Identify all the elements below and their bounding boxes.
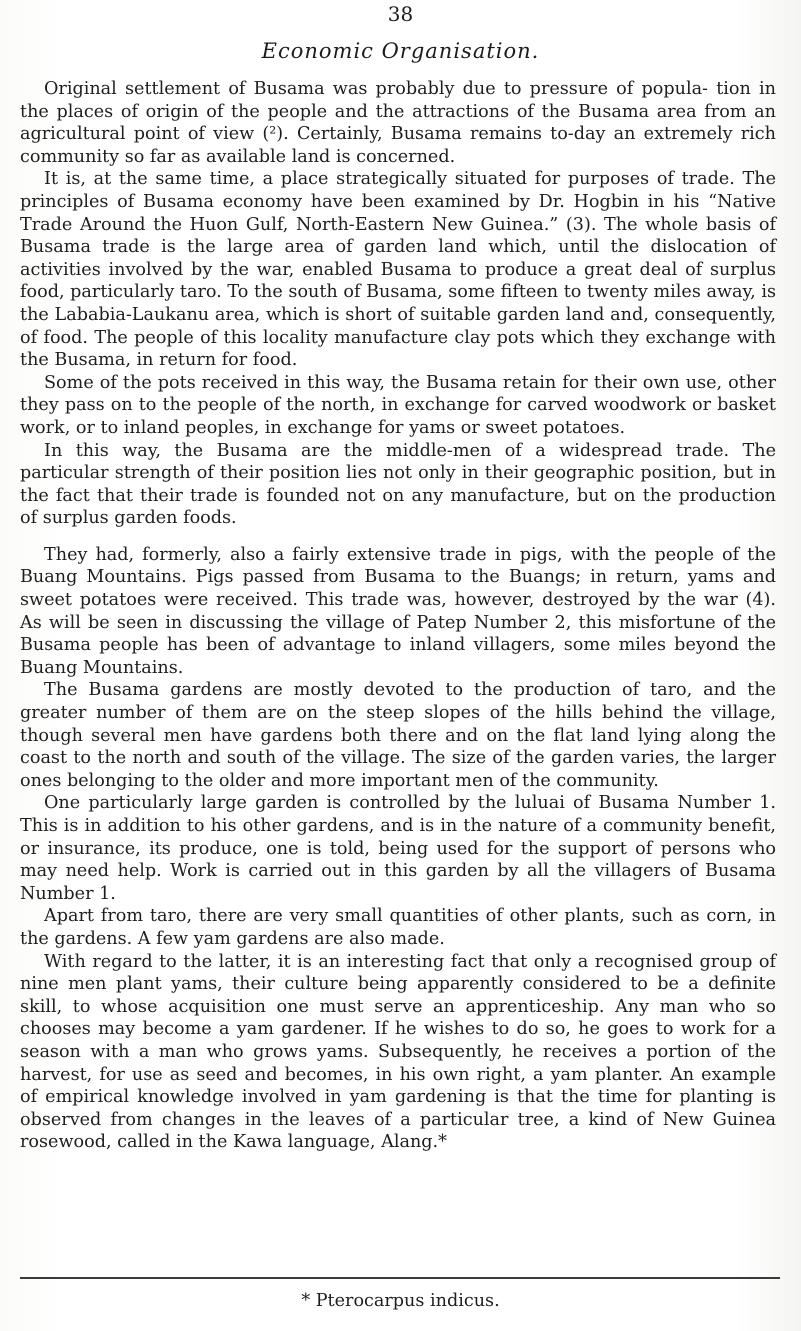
paragraph-pig-trade: They had, formerly, also a fairly extensive trade in pigs, with the people of the Buang Mountains. Pigs passed from Busama to the Buangs; in return, yams and sweet potatoes were received. This trade was, however, destroyed by the war (4). As will be seen in discussing the village of Patep Number 2, this misfortune of the Busama people has been of advantage to inland villagers, some miles beyond the Buang Mountains. bbox=[20, 544, 776, 678]
paragraph-yam-gardeners: With regard to the latter, it is an interesting fact that only a recognised group of nine men plant yams, their culture being apparently considered to be a definite skill, to whose acquisition one must serve an apprenticeship. Any man who so chooses may become a yam gardener. If he wishes to do so, he goes to work for a season with a man who grows yams. Subsequently, he receives a portion of the harvest, for use as seed and becomes, in his own right, a yam planter. An example of empirical knowledge involved in yam gardening is that the time for planting is observed from changes in the leaves of a particular tree, a kind of New Guinea rosewood, called in the Kawa language, Alang.* bbox=[20, 951, 776, 1153]
body-text bbox=[20, 78, 776, 1154]
paragraph-luluai-garden: One particularly large garden is controlled by the luluai of Busama Number 1. This is in addition to his other gardens, and is in the nature of a community benefit, or insurance, its produce, one is told, being used for the support of persons who may need help. Work is carried out in this garden by all the villagers of Busama Number 1. bbox=[20, 793, 776, 904]
page-number: 38 bbox=[387, 2, 414, 26]
footnote-divider bbox=[20, 1277, 780, 1279]
paragraph-pots-exchange: Some of the pots received in this way, the Busama retain for their own use, other they pass on to the people of the north, in exchange for carved woodwork or basket work, or to inland peoples, in exchange for yams or sweet potatoes. bbox=[20, 372, 776, 438]
paragraph-original-settlement: Original settlement of Busama was probably due to pressure of popula- tion in the places of origin of the people and the attractions of the Busama area from an agricultural point of view (²). Certainly, Busama remains to-day an extremely rich community so far as available land is concerned. bbox=[20, 79, 776, 167]
paragraph-other-plants: Apart from taro, there are very small quantities of other plants, such as corn, in the gardens. A few yam gardens are also made. bbox=[20, 906, 776, 949]
chapter-title: Economic Organisation. bbox=[261, 39, 540, 63]
paragraph-gardens: The Busama gardens are mostly devoted to the production of taro, and the greater number of them are on the steep slopes of the hills behind the village, though several men have gardens both there and on the flat land lying along the coast to the north and south of the village. The size of the garden varies, the larger ones belonging to the older and more important men of the community. bbox=[20, 680, 776, 791]
paragraph-trade-position: It is, at the same time, a place strategically situated for purposes of trade. The principles of Busama economy have been examined by Dr. Hogbin in his “Native Trade Around the Huon Gulf, North-Eastern New Guinea.” (3). The whole basis of Busama trade is the large area of garden land which, until the dislocation of activities involved by the war, enabled Busama to produce a great deal of surplus food, particularly taro. To the south of Busama, some fifteen to twenty miles away, is the Lababia-Laukanu area, which is short of suitable garden land and, consequently, of food. The people of this locality manufacture clay pots which they exchange with the Busama, in return for food. bbox=[20, 169, 776, 371]
paragraph-middle-men: In this way, the Busama are the middle-men of a widespread trade. The particular strength of their position lies not only in their geographic position, but in the fact that their trade is founded not on any manufacture, but on the production of surplus garden foods. bbox=[20, 440, 776, 529]
footnote: * Pterocarpus indicus. bbox=[301, 1291, 500, 1311]
